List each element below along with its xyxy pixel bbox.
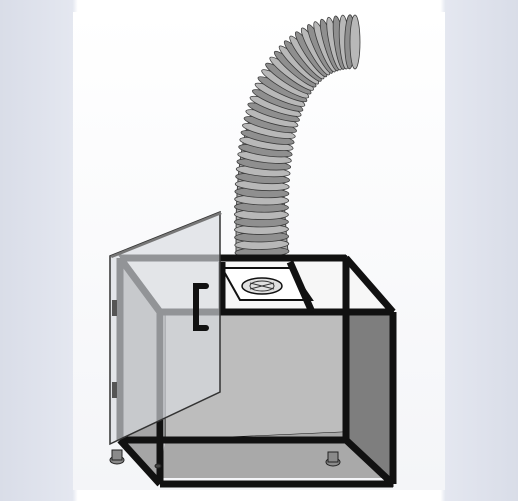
exhaust-hose <box>234 15 360 258</box>
hose-rib <box>350 15 360 69</box>
fan-icon <box>242 278 282 294</box>
hose-ribs <box>234 15 360 258</box>
